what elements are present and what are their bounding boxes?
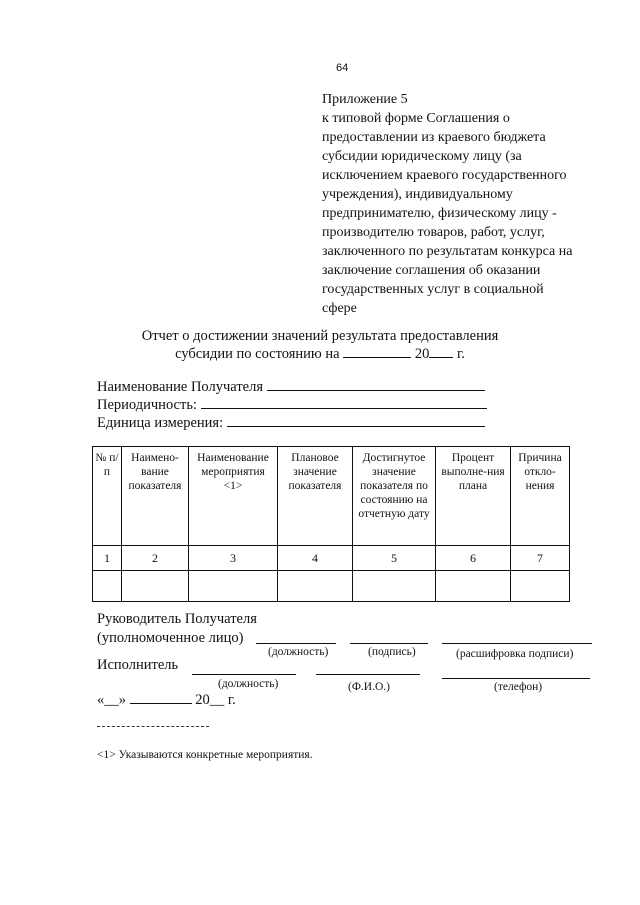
title-year: 20	[414, 346, 430, 362]
executor-fio-line[interactable]	[316, 674, 420, 675]
number-cell: 4	[278, 546, 353, 571]
executor-phone-line[interactable]	[442, 678, 590, 679]
empty-cell[interactable]	[511, 571, 570, 602]
number-cell: 2	[122, 546, 189, 571]
head-label-line1: Руководитель Получателя	[97, 611, 257, 627]
executor-position-line[interactable]	[192, 674, 296, 675]
periodicity-row	[97, 396, 487, 414]
appendix-header	[322, 90, 612, 318]
cap-phone: (телефон)	[494, 681, 543, 693]
year-blank[interactable]	[429, 345, 453, 358]
empty-cell[interactable]	[353, 571, 436, 602]
empty-cell[interactable]	[278, 571, 353, 602]
empty-cell[interactable]	[436, 571, 511, 602]
report-fields	[97, 378, 487, 432]
title-year-suffix: г.	[456, 346, 465, 362]
head-position-line[interactable]	[256, 643, 336, 644]
header-cell: Плановое значение показателя	[278, 447, 353, 546]
date-blank[interactable]	[343, 345, 411, 358]
table-number-row	[93, 546, 570, 571]
number-cell: 6	[436, 546, 511, 571]
appendix-line: исключением краевого государственного	[322, 168, 567, 183]
table-header-row	[93, 447, 570, 546]
signature-block	[97, 610, 257, 648]
head-decoding-line[interactable]	[442, 643, 592, 644]
cap-position2: (должность)	[218, 678, 279, 690]
empty-cell[interactable]	[93, 571, 122, 602]
date-month-blank[interactable]	[130, 691, 192, 704]
number-cell: 5	[353, 546, 436, 571]
header-cell: № п/п	[93, 447, 122, 546]
appendix-line: учреждения), индивидуальному	[322, 187, 513, 202]
number-cell: 1	[93, 546, 122, 571]
recipient-row	[97, 378, 487, 396]
report-title-line2	[0, 345, 640, 363]
report-title-line1: Отчет о достижении значений результата предоставления	[141, 328, 499, 344]
header-cell: Причина откло-нения	[511, 447, 570, 546]
table-row	[93, 571, 570, 602]
empty-cell[interactable]	[189, 571, 278, 602]
number-cell: 7	[511, 546, 570, 571]
head-label-line2: (уполномоченное лицо)	[97, 630, 244, 646]
unit-label: Единица измерения:	[97, 415, 224, 431]
header-cell: Наимено-вание показателя	[122, 447, 189, 546]
appendix-line: заключенного по результатам конкурса на	[322, 244, 573, 259]
footnote: <1> Указываются конкретные мероприятия.	[97, 749, 313, 761]
periodicity-label: Периодичность:	[97, 397, 197, 413]
date-line	[97, 691, 236, 709]
unit-field[interactable]	[227, 414, 485, 427]
appendix-line: Приложение 5	[322, 92, 408, 107]
appendix-line: к типовой форме Соглашения о	[322, 111, 510, 126]
appendix-line: предпринимателю, физическому лицу -	[322, 206, 557, 221]
unit-row	[97, 414, 487, 432]
empty-cell[interactable]	[122, 571, 189, 602]
cap-signature: (подпись)	[368, 646, 416, 658]
date-day: «__»	[97, 692, 126, 708]
cap-decoding: (расшифровка подписи)	[456, 648, 574, 660]
header-cell: Достигнутое значение показателя по состоянию на отчетную дату	[353, 447, 436, 546]
appendix-line: предоставлении из краевого бюджета	[322, 130, 546, 145]
date-year: 20__ г.	[195, 692, 236, 708]
appendix-line: производителю товаров, работ, услуг,	[322, 225, 545, 240]
cap-fio: (Ф.И.О.)	[348, 681, 390, 693]
appendix-line: сфере	[322, 301, 357, 316]
page-number: 64	[336, 62, 349, 74]
number-cell: 3	[189, 546, 278, 571]
executor-label: Исполнитель	[97, 657, 179, 673]
appendix-line: заключение соглашения об оказании	[322, 263, 541, 278]
footnote-separator	[97, 726, 209, 727]
title-date-prefix: субсидии по состоянию на	[175, 346, 340, 362]
appendix-line: государственных услуг в социальной	[322, 282, 544, 297]
header-cell: Наименование мероприятия <1>	[189, 447, 278, 546]
report-title	[0, 327, 640, 363]
report-table	[92, 446, 570, 602]
header-cell: Процент выполне-ния плана	[436, 447, 511, 546]
cap-position: (должность)	[268, 646, 329, 658]
recipient-field[interactable]	[267, 378, 485, 391]
appendix-line: субсидии юридическому лицу (за	[322, 149, 522, 164]
recipient-label: Наименование Получателя	[97, 379, 264, 395]
periodicity-field[interactable]	[201, 396, 487, 409]
head-signature-line[interactable]	[350, 643, 428, 644]
